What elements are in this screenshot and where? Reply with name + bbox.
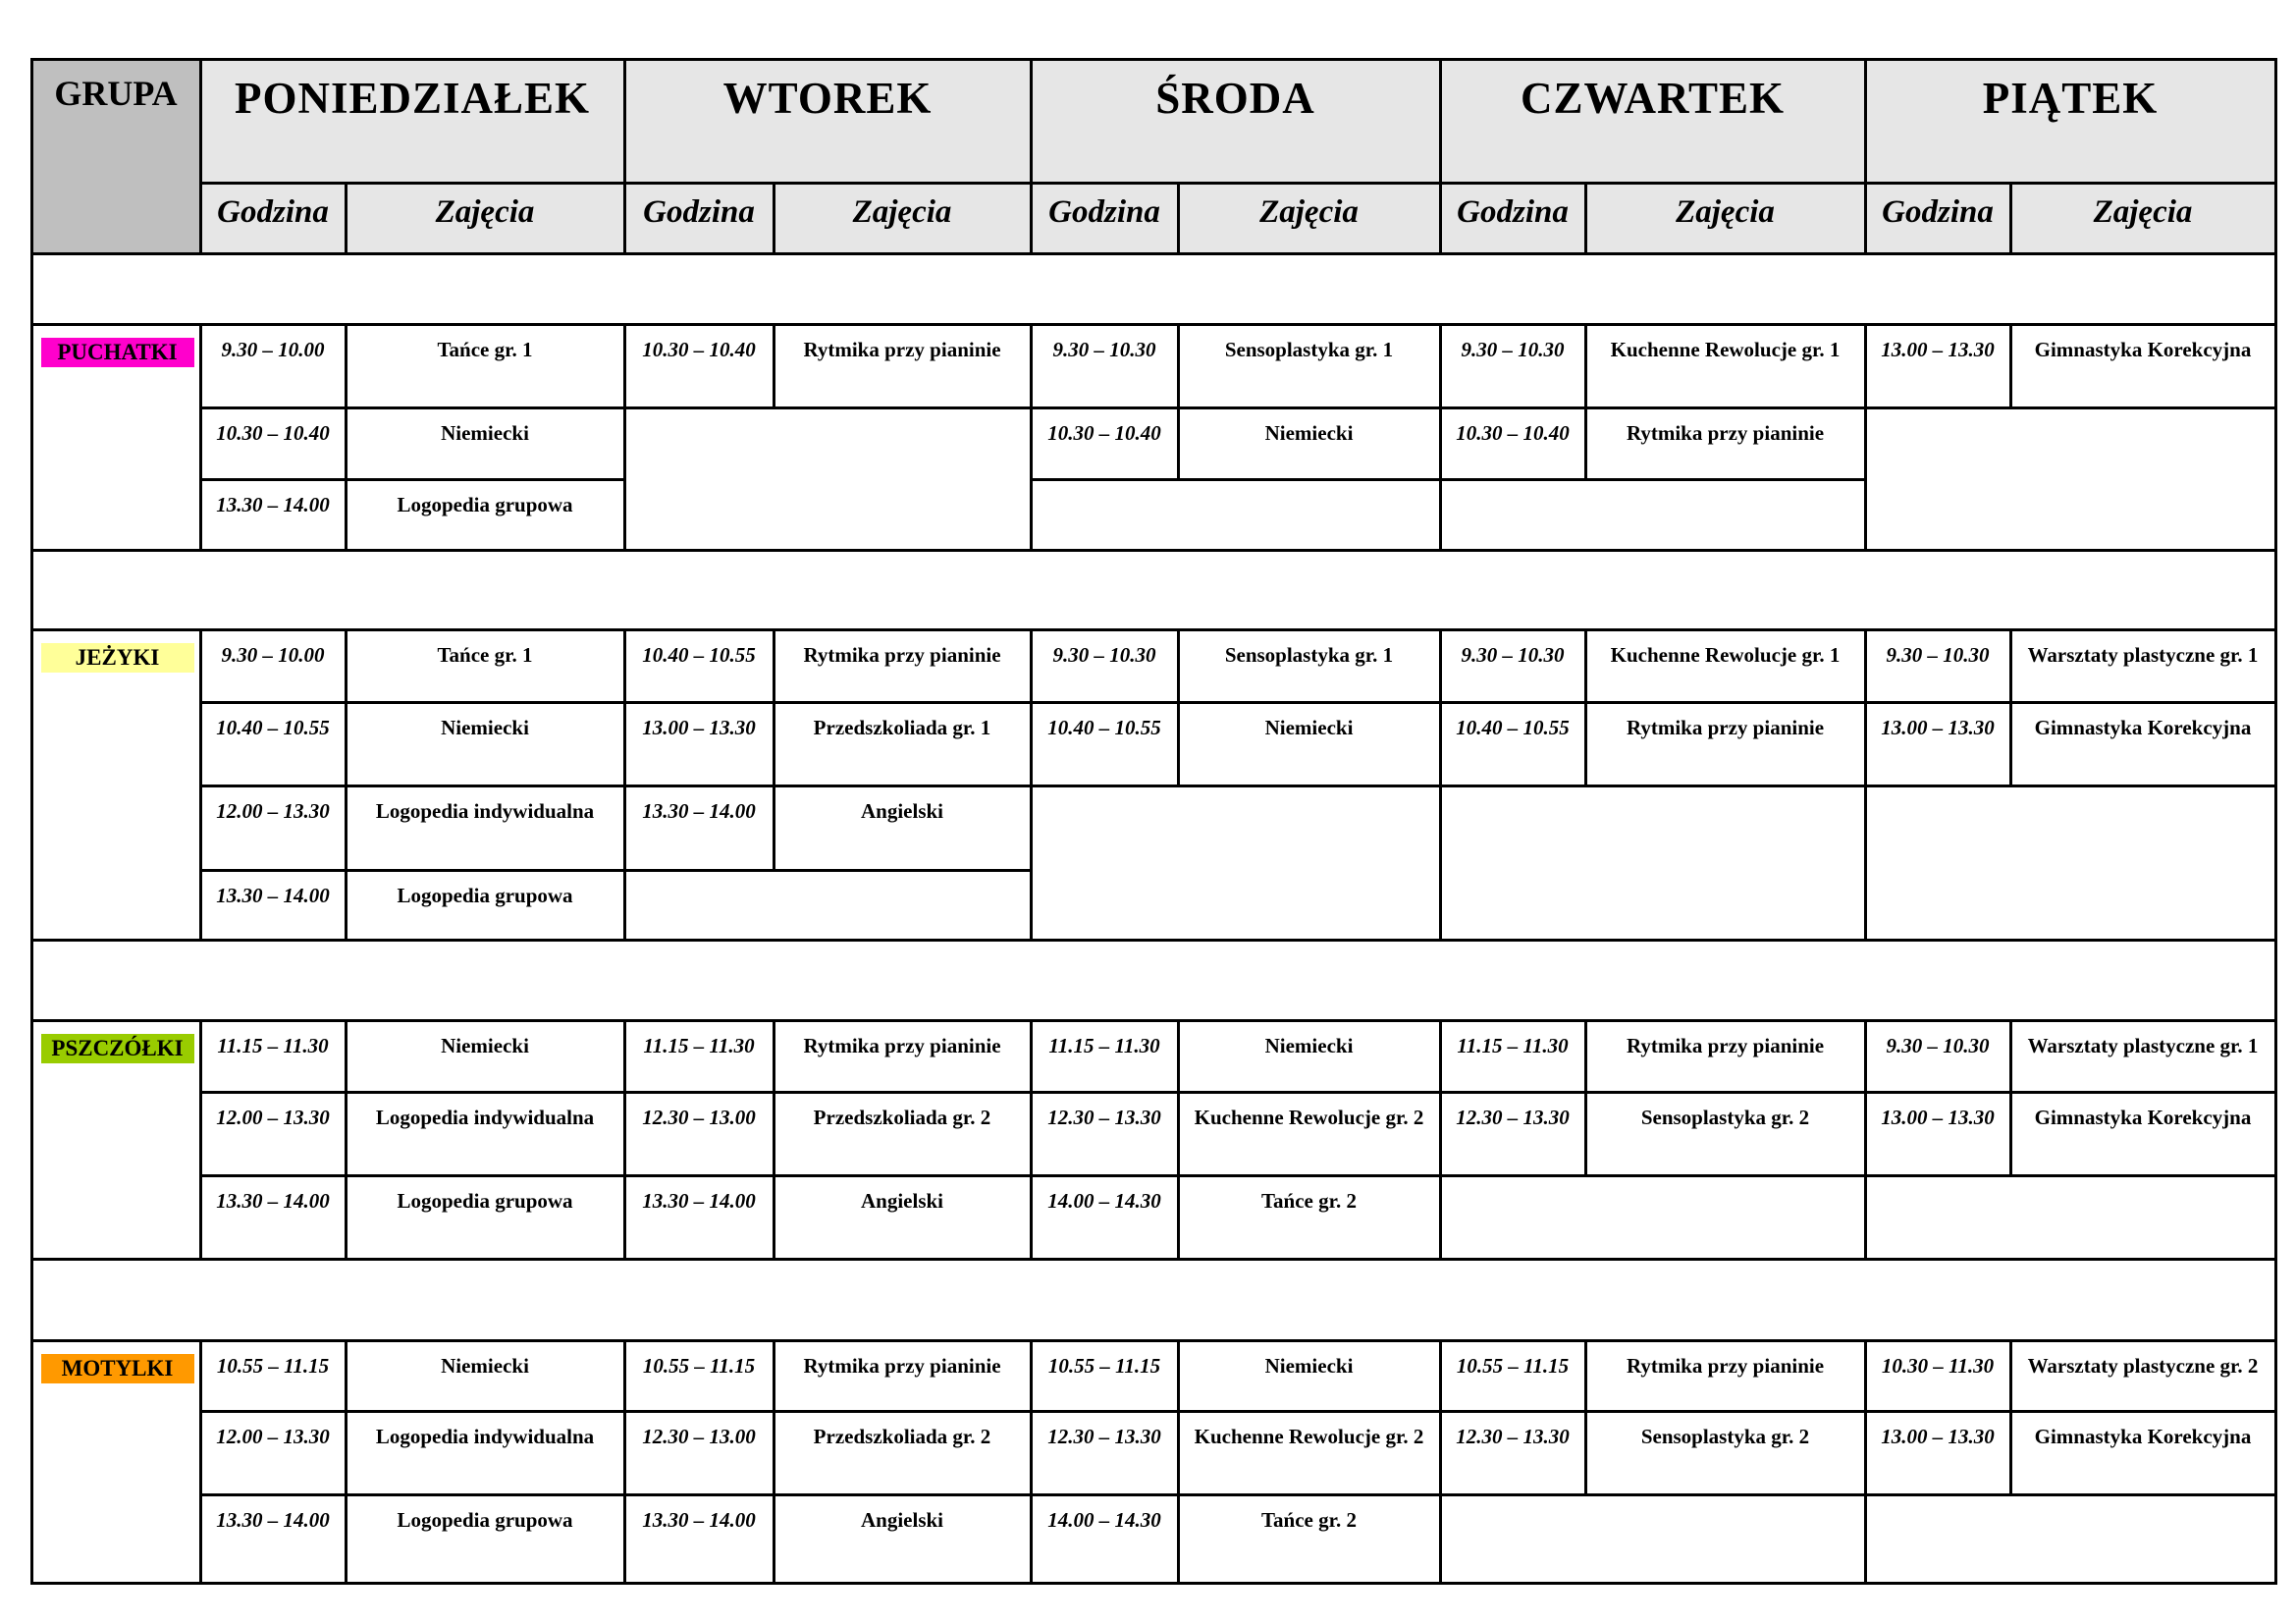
time-cell: 12.30 – 13.00	[623, 1410, 775, 1496]
time-cell: 12.30 – 13.30	[1439, 1091, 1587, 1177]
empty-day-cell	[1864, 1493, 2277, 1585]
column-header-time: Godzina	[1864, 182, 2012, 255]
column-header-time: Godzina	[623, 182, 775, 255]
column-header-time: Godzina	[199, 182, 347, 255]
time-cell: 13.00 – 13.30	[1864, 701, 2012, 787]
time-cell: 9.30 – 10.30	[1439, 323, 1587, 409]
spacer-row	[30, 1258, 2277, 1342]
time-cell: 13.00 – 13.30	[1864, 1091, 2012, 1177]
empty-day-cell	[623, 406, 1033, 552]
day-header-monday: PONIEDZIAŁEK	[199, 58, 626, 185]
activity-cell: Logopedia grupowa	[345, 1493, 626, 1585]
group-name-badge: PUCHATKI	[41, 338, 194, 367]
time-cell: 10.55 – 11.15	[623, 1339, 775, 1413]
activity-cell: Niemiecki	[1177, 701, 1442, 787]
activity-cell: Rytmika przy pianinie	[1584, 406, 1867, 481]
time-cell: 10.55 – 11.15	[1030, 1339, 1180, 1413]
activity-cell: Rytmika przy pianinie	[773, 628, 1033, 704]
activity-cell: Tańce gr. 2	[1177, 1174, 1442, 1261]
activity-cell: Sensoplastyka gr. 1	[1177, 323, 1442, 409]
time-cell: 12.30 – 13.30	[1030, 1091, 1180, 1177]
time-cell: 12.30 – 13.30	[1439, 1410, 1587, 1496]
column-header-activity: Zajęcia	[2009, 182, 2277, 255]
activity-cell: Kuchenne Rewolucje gr. 1	[1584, 628, 1867, 704]
activity-cell: Gimnastyka Korekcyjna	[2009, 323, 2277, 409]
activity-cell: Logopedia grupowa	[345, 869, 626, 942]
time-cell: 11.15 – 11.30	[199, 1019, 347, 1094]
activity-cell: Logopedia grupowa	[345, 1174, 626, 1261]
time-cell: 12.00 – 13.30	[199, 785, 347, 872]
spacer-row	[30, 939, 2277, 1022]
activity-cell: Warsztaty plastyczne gr. 1	[2009, 1019, 2277, 1094]
time-cell: 10.40 – 10.55	[1439, 701, 1587, 787]
time-cell: 10.30 – 10.40	[623, 323, 775, 409]
column-header-activity: Zajęcia	[1177, 182, 1442, 255]
time-cell: 11.15 – 11.30	[1439, 1019, 1587, 1094]
time-cell: 14.00 – 14.30	[1030, 1174, 1180, 1261]
group-cell	[30, 323, 202, 552]
activity-cell: Sensoplastyka gr. 2	[1584, 1410, 1867, 1496]
activity-cell: Przedszkoliada gr. 2	[773, 1410, 1033, 1496]
time-cell: 9.30 – 10.30	[1864, 628, 2012, 704]
day-header-thursday: CZWARTEK	[1439, 58, 1867, 185]
activity-cell: Niemiecki	[345, 1339, 626, 1413]
activity-cell: Niemiecki	[345, 1019, 626, 1094]
time-cell: 10.40 – 10.55	[1030, 701, 1180, 787]
activity-cell: Rytmika przy pianinie	[773, 1339, 1033, 1413]
activity-cell: Niemiecki	[1177, 1019, 1442, 1094]
spacer-row	[30, 252, 2277, 326]
activity-cell: Angielski	[773, 1493, 1033, 1585]
day-header-tuesday: WTOREK	[623, 58, 1033, 185]
activity-cell: Gimnastyka Korekcyjna	[2009, 1091, 2277, 1177]
activity-cell: Niemiecki	[1177, 1339, 1442, 1413]
group-cell	[30, 628, 202, 942]
time-cell: 9.30 – 10.30	[1030, 323, 1180, 409]
activity-cell: Gimnastyka Korekcyjna	[2009, 1410, 2277, 1496]
column-header-time: Godzina	[1030, 182, 1180, 255]
activity-cell: Rytmika przy pianinie	[1584, 701, 1867, 787]
activity-cell: Angielski	[773, 785, 1033, 872]
activity-cell: Kuchenne Rewolucje gr. 2	[1177, 1091, 1442, 1177]
time-cell: 11.15 – 11.30	[623, 1019, 775, 1094]
activity-cell: Tańce gr. 1	[345, 628, 626, 704]
grupa-header: GRUPA	[30, 58, 202, 255]
time-cell: 12.00 – 13.30	[199, 1410, 347, 1496]
group-cell	[30, 1339, 202, 1585]
time-cell: 13.00 – 13.30	[623, 701, 775, 787]
time-cell: 9.30 – 10.00	[199, 628, 347, 704]
time-cell: 10.30 – 10.40	[1439, 406, 1587, 481]
activity-cell: Warsztaty plastyczne gr. 1	[2009, 628, 2277, 704]
group-name-badge: JEŻYKI	[41, 643, 194, 673]
time-cell: 10.30 – 11.30	[1864, 1339, 2012, 1413]
column-header-activity: Zajęcia	[773, 182, 1033, 255]
activity-cell: Niemiecki	[1177, 406, 1442, 481]
empty-day-cell	[1439, 1493, 1867, 1585]
activity-cell: Przedszkoliada gr. 1	[773, 701, 1033, 787]
empty-day-cell	[1864, 785, 2277, 942]
activity-cell: Rytmika przy pianinie	[773, 1019, 1033, 1094]
time-cell: 10.55 – 11.15	[199, 1339, 347, 1413]
activity-cell: Przedszkoliada gr. 2	[773, 1091, 1033, 1177]
time-cell: 13.00 – 13.30	[1864, 1410, 2012, 1496]
time-cell: 9.30 – 10.30	[1864, 1019, 2012, 1094]
activity-cell: Rytmika przy pianinie	[773, 323, 1033, 409]
activity-cell: Angielski	[773, 1174, 1033, 1261]
activity-cell: Niemiecki	[345, 406, 626, 481]
spacer-row	[30, 549, 2277, 631]
activity-cell: Niemiecki	[345, 701, 626, 787]
time-cell: 13.30 – 14.00	[199, 478, 347, 552]
activity-cell: Logopedia indywidualna	[345, 1410, 626, 1496]
column-header-activity: Zajęcia	[345, 182, 626, 255]
empty-day-cell	[1864, 406, 2277, 552]
activity-cell: Warsztaty plastyczne gr. 2	[2009, 1339, 2277, 1413]
empty-day-cell	[1864, 1174, 2277, 1261]
activity-cell: Rytmika przy pianinie	[1584, 1339, 1867, 1413]
activity-cell: Logopedia indywidualna	[345, 1091, 626, 1177]
column-header-time: Godzina	[1439, 182, 1587, 255]
time-cell: 10.40 – 10.55	[199, 701, 347, 787]
time-cell: 13.30 – 14.00	[623, 1493, 775, 1585]
column-header-activity: Zajęcia	[1584, 182, 1867, 255]
time-cell: 12.30 – 13.00	[623, 1091, 775, 1177]
day-header-friday: PIĄTEK	[1864, 58, 2277, 185]
time-cell: 9.30 – 10.30	[1030, 628, 1180, 704]
activity-cell: Kuchenne Rewolucje gr. 2	[1177, 1410, 1442, 1496]
time-cell: 9.30 – 10.00	[199, 323, 347, 409]
time-cell: 12.30 – 13.30	[1030, 1410, 1180, 1496]
activity-cell: Logopedia indywidualna	[345, 785, 626, 872]
group-cell	[30, 1019, 202, 1261]
group-name-badge: PSZCZÓŁKI	[41, 1034, 194, 1063]
time-cell: 13.30 – 14.00	[623, 785, 775, 872]
group-name-badge: MOTYLKI	[41, 1354, 194, 1383]
empty-day-cell	[1030, 478, 1442, 552]
activity-cell: Gimnastyka Korekcyjna	[2009, 701, 2277, 787]
time-cell: 12.00 – 13.30	[199, 1091, 347, 1177]
empty-day-cell	[1439, 1174, 1867, 1261]
empty-day-cell	[1030, 785, 1442, 942]
schedule-table	[31, 59, 2275, 1583]
activity-cell: Logopedia grupowa	[345, 478, 626, 552]
time-cell: 13.00 – 13.30	[1864, 323, 2012, 409]
time-cell: 13.30 – 14.00	[623, 1174, 775, 1261]
time-cell: 13.30 – 14.00	[199, 869, 347, 942]
activity-cell: Sensoplastyka gr. 2	[1584, 1091, 1867, 1177]
activity-cell: Kuchenne Rewolucje gr. 1	[1584, 323, 1867, 409]
time-cell: 10.40 – 10.55	[623, 628, 775, 704]
time-cell: 10.30 – 10.40	[1030, 406, 1180, 481]
empty-day-cell	[1439, 478, 1867, 552]
time-cell: 13.30 – 14.00	[199, 1174, 347, 1261]
activity-cell: Rytmika przy pianinie	[1584, 1019, 1867, 1094]
time-cell: 11.15 – 11.30	[1030, 1019, 1180, 1094]
empty-day-cell	[623, 869, 1033, 942]
time-cell: 10.55 – 11.15	[1439, 1339, 1587, 1413]
activity-cell: Sensoplastyka gr. 1	[1177, 628, 1442, 704]
time-cell: 14.00 – 14.30	[1030, 1493, 1180, 1585]
time-cell: 10.30 – 10.40	[199, 406, 347, 481]
time-cell: 13.30 – 14.00	[199, 1493, 347, 1585]
day-header-wednesday: ŚRODA	[1030, 58, 1442, 185]
activity-cell: Tańce gr. 2	[1177, 1493, 1442, 1585]
empty-day-cell	[1439, 785, 1867, 942]
activity-cell: Tańce gr. 1	[345, 323, 626, 409]
time-cell: 9.30 – 10.30	[1439, 628, 1587, 704]
